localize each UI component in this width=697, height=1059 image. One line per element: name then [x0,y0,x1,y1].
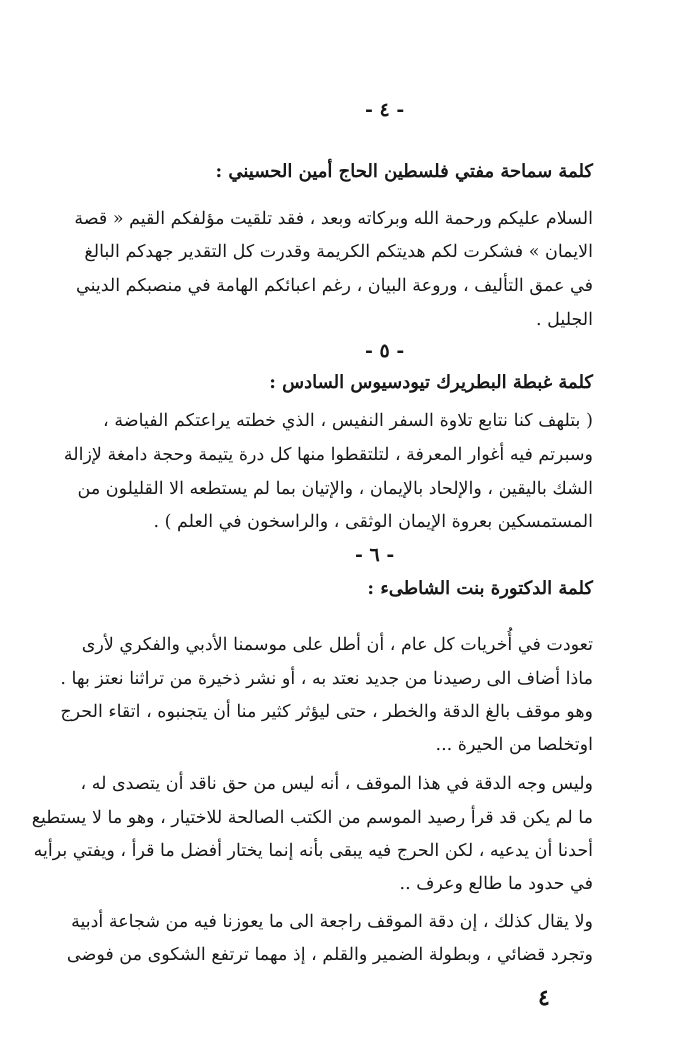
text-line: في حدود ما طالع وعرف .. [399,874,593,894]
text-line: في عمق التأليف ، وروعة البيان ، رغم اعبائكم الهامة في منصبكم الديني [76,276,593,296]
text-line: أحدنا أن يدعيه ، لكن الحرج فيه يبقى بأنه إنما يختار أفضل ما قرأ ، ويفتي برأيه [33,841,593,861]
text-line: وهو موقف بالغ الدقة والخطر ، حتى ليؤثر كثير منا أن يتجنبوه ، اتقاء الحرج [60,702,593,722]
text-line: تعودت في أُخريات كل عام ، أن أطل على موسمنا الأدبي والفكري لأرى [81,635,593,655]
section-marker: - ٦ - [355,544,395,566]
text-line: ما لم يكن قد قرأ رصيد الموسم من الكتب الصالحة للاختيار ، وهو ما لا يستطيع [31,808,593,828]
text-line: الجليل . [536,310,593,330]
section-heading-patriarch: كلمة غبطة البطريرك تيودسيوس السادس : [269,372,593,393]
text-line: المستمسكين بعروة الإيمان الوثقى ، والراسخون في العلم ) . [153,512,593,532]
text-line: ماذا أضاف الى رصيدنا من جديد نعتد به ، أو نشر ذخيرة من تراثنا نعتز بها . [60,669,593,689]
text-line: الشك باليقين ، والإلحاد بالإيمان ، والإتيان بما لم يستطعه الا القليلون من [77,479,593,499]
text-line: وسبرتم فيه أغوار المعرفة ، لتلتقطوا منها كل درة يتيمة وحجة دامغة لإزالة [63,445,593,465]
section-marker: - ٥ - [365,340,405,362]
text-line: ولا يقال كذلك ، إن دقة الموقف راجعة الى ما يعوزنا فيه من شجاعة أدبية [71,912,593,932]
section-heading-bint-shati: كلمة الدكتورة بنت الشاطىء : [367,578,593,599]
page-header: - ٤ - [365,99,405,121]
section-heading-mufti: كلمة سماحة مفتي فلسطين الحاج أمين الحسيني : [215,161,593,182]
text-line: ( بتلهف كنا نتابع تلاوة السفر النفيس ، الذي خطته يراعتكم الفياضة ، [103,411,593,431]
text-line: وتجرد قضائي ، وبطولة الضمير والقلم ، إذ مهما ترتفع الشكوى من فوضى [66,945,593,965]
text-line: وليس وجه الدقة في هذا الموقف ، أنه ليس من حق ناقد أن يتصدى له ، [80,774,593,794]
text-line: السلام عليكم ورحمة الله وبركاته وبعد ، فقد تلقيت مؤلفكم القيم « قصة [74,209,593,229]
text-line: الايمان » فشكرت لكم هديتكم الكريمة وقدرت كل التقدير جهدكم البالغ [84,242,593,262]
text-line: اوتخلصا من الحيرة ... [435,735,593,755]
page-number: ٤ [538,985,550,1011]
